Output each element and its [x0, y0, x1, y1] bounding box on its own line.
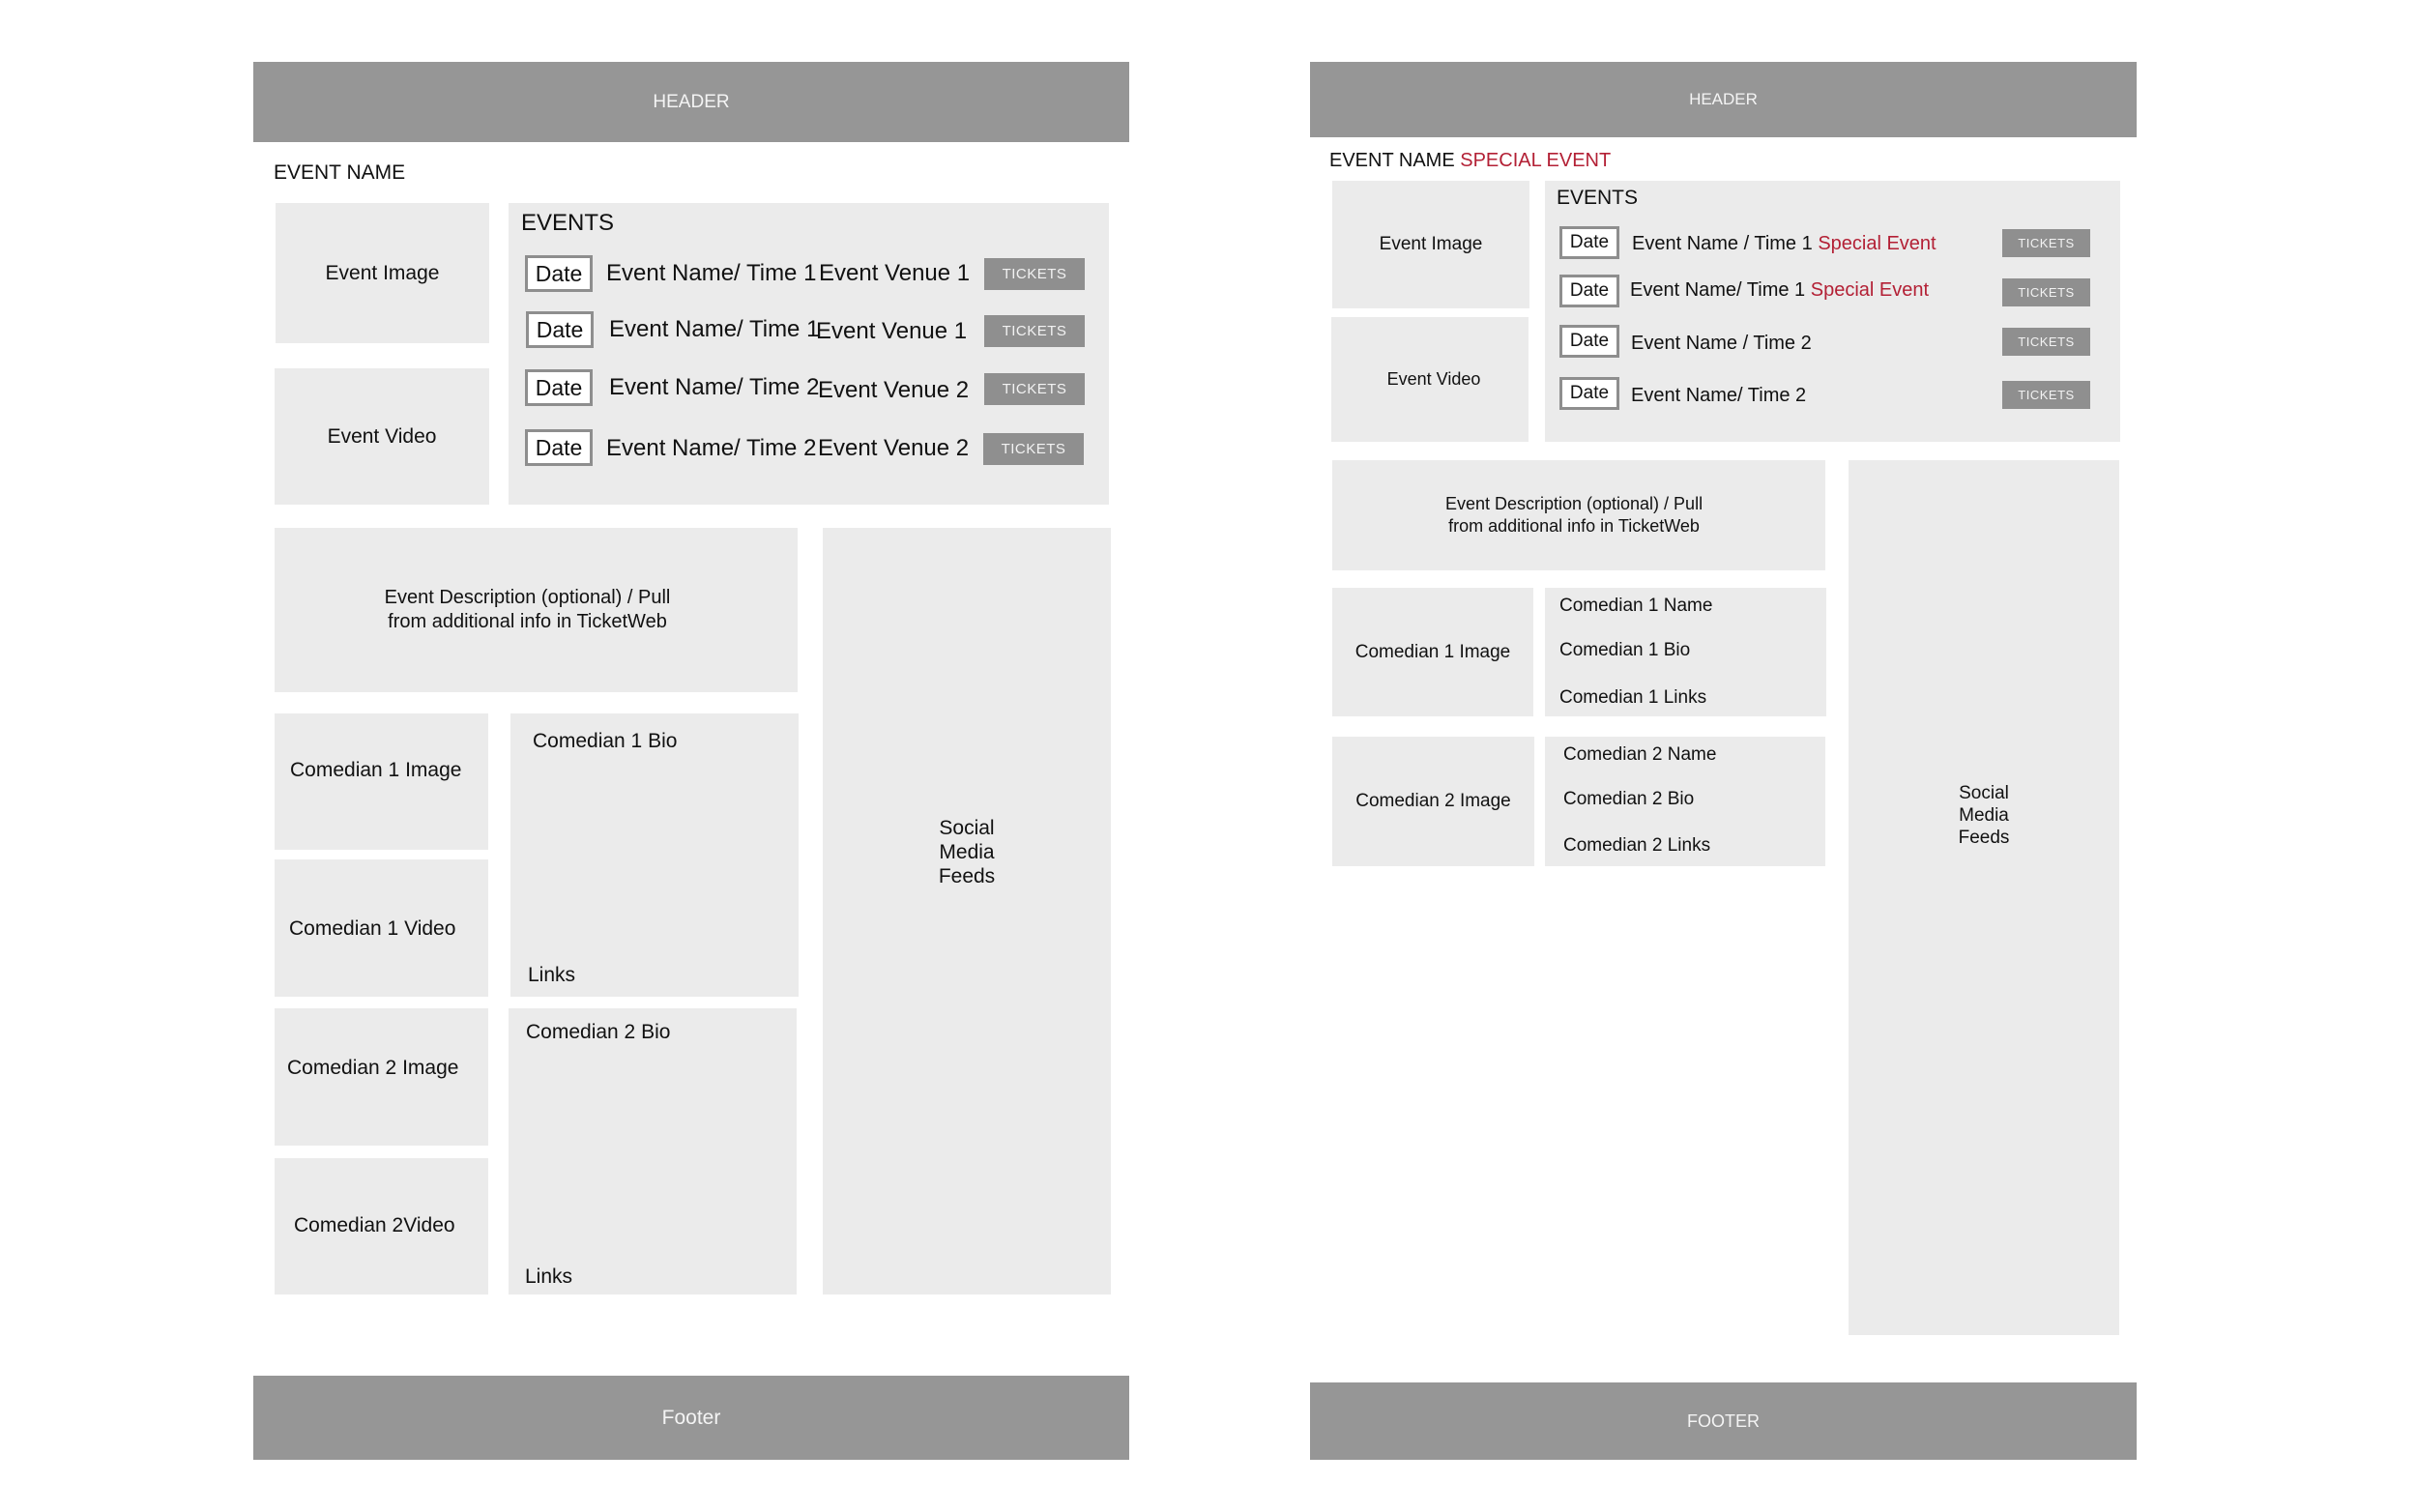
right-date-badge: Date	[1559, 226, 1619, 259]
left-tickets-button[interactable]: TICKETS	[984, 258, 1085, 290]
right-comedian2-image: Comedian 2 Image	[1332, 737, 1534, 866]
left-event-name-time: Event Name/ Time 2	[609, 374, 820, 400]
right-comedian1-image: Comedian 1 Image	[1332, 588, 1533, 716]
right-comedian2-name: Comedian 2 Name	[1563, 744, 1717, 765]
left-comedian2-links[interactable]: Links	[525, 1265, 573, 1288]
left-date-badge: Date	[525, 255, 593, 292]
right-events-panel	[1545, 181, 2120, 442]
right-tickets-button[interactable]: TICKETS	[2002, 278, 2090, 306]
left-date-badge: Date	[526, 311, 594, 348]
left-comedian1-bio-panel	[510, 713, 799, 997]
left-comedian1-video-label: Comedian 1 Video	[289, 917, 456, 940]
left-event-name-title: EVENT NAME	[274, 161, 406, 184]
left-comedian1-image	[275, 713, 488, 850]
right-event-image: Event Image	[1332, 181, 1529, 308]
right-header: HEADER	[1310, 62, 2137, 137]
left-event-description: Event Description (optional) / Pull from additional info in TicketWeb	[275, 528, 798, 692]
left-comedian1-image-label: Comedian 1 Image	[290, 759, 462, 781]
right-event-name-time	[1631, 333, 1812, 355]
right-comedian2-bio: Comedian 2 Bio	[1563, 789, 1695, 809]
left-event-name-time: Event Name/ Time 2	[606, 435, 817, 461]
right-comedian2-info-panel	[1545, 737, 1825, 866]
right-comedian1-info-panel	[1545, 588, 1826, 716]
left-event-video: Event Video	[275, 368, 489, 505]
left-event-row-2	[509, 311, 1109, 350]
right-event-row-3	[1545, 325, 2120, 360]
right-event-description: Event Description (optional) / Pull from additional info in TicketWeb	[1332, 460, 1825, 570]
left-social-media-feeds: Social Media Feeds	[823, 528, 1111, 1294]
right-event-name-text: EVENT NAME	[1329, 150, 1455, 171]
left-events-panel	[509, 203, 1109, 505]
right-date-badge: Date	[1559, 325, 1619, 358]
left-event-venue: Event Venue 2	[818, 377, 970, 403]
right-social-media-feeds: Social Media Feeds	[1849, 460, 2119, 1335]
left-date-badge: Date	[525, 429, 593, 466]
left-footer: Footer	[253, 1376, 1129, 1460]
right-special-event-tag: Special Event	[1810, 279, 1930, 301]
left-comedian2-bio: Comedian 2 Bio	[526, 1021, 671, 1043]
right-event-name-time	[1631, 385, 1806, 407]
left-event-venue: Event Venue 1	[816, 318, 968, 344]
right-tickets-button[interactable]: TICKETS	[2002, 229, 2090, 257]
right-comedian1-bio: Comedian 1 Bio	[1559, 640, 1691, 660]
left-comedian2-video-label: Comedian 2Video	[294, 1214, 455, 1236]
right-event-name-time-text: Event Name/ Time 2	[1631, 385, 1807, 406]
right-event-row-1	[1545, 226, 2120, 261]
left-date-badge: Date	[525, 369, 593, 406]
right-event-name-time	[1632, 233, 1937, 255]
left-event-name-time: Event Name/ Time 1	[606, 260, 817, 286]
left-comedian2-video	[275, 1158, 488, 1294]
left-event-image: Event Image	[276, 203, 489, 343]
left-tickets-button[interactable]: TICKETS	[984, 373, 1085, 405]
right-comedian2-links[interactable]: Comedian 2 Links	[1563, 835, 1711, 856]
right-tickets-button[interactable]: TICKETS	[2002, 328, 2090, 356]
right-date-badge: Date	[1559, 275, 1619, 307]
right-event-name-time	[1630, 279, 1929, 302]
right-event-row-4	[1545, 377, 2120, 412]
right-special-event-label: SPECIAL EVENT	[1460, 150, 1612, 171]
left-event-venue: Event Venue 2	[818, 435, 970, 461]
right-event-name-time-text: Event Name / Time 1	[1632, 233, 1813, 254]
right-event-video: Event Video	[1331, 317, 1529, 442]
right-events-title: EVENTS	[1557, 187, 1639, 209]
left-comedian1-bio: Comedian 1 Bio	[533, 730, 678, 752]
right-event-name-time-text: Event Name/ Time 1	[1630, 279, 1806, 301]
right-comedian1-links[interactable]: Comedian 1 Links	[1559, 687, 1707, 708]
left-event-row-4	[509, 427, 1109, 468]
left-comedian2-bio-panel	[509, 1008, 797, 1294]
left-events-title: EVENTS	[521, 210, 615, 236]
right-comedian1-name: Comedian 1 Name	[1559, 596, 1713, 616]
left-event-row-3	[509, 369, 1109, 408]
right-event-row-2	[1545, 275, 2120, 309]
left-tickets-button[interactable]: TICKETS	[984, 315, 1085, 347]
left-comedian2-image-label: Comedian 2 Image	[287, 1057, 459, 1079]
right-special-event-tag: Special Event	[1818, 233, 1937, 254]
right-event-name-time-text: Event Name / Time 2	[1631, 333, 1812, 354]
left-event-venue: Event Venue 1	[819, 260, 971, 286]
left-comedian1-links[interactable]: Links	[528, 964, 576, 986]
left-comedian1-video	[275, 859, 488, 997]
left-event-name-time: Event Name/ Time 1	[609, 316, 820, 342]
right-event-name-title	[1329, 150, 1611, 172]
left-event-row-1	[509, 255, 1109, 294]
right-footer: FOOTER	[1310, 1382, 2137, 1460]
left-header: HEADER	[253, 62, 1129, 142]
right-tickets-button[interactable]: TICKETS	[2002, 381, 2090, 409]
left-tickets-button[interactable]: TICKETS	[983, 433, 1084, 465]
right-date-badge: Date	[1559, 377, 1619, 410]
left-comedian2-image	[275, 1008, 488, 1146]
